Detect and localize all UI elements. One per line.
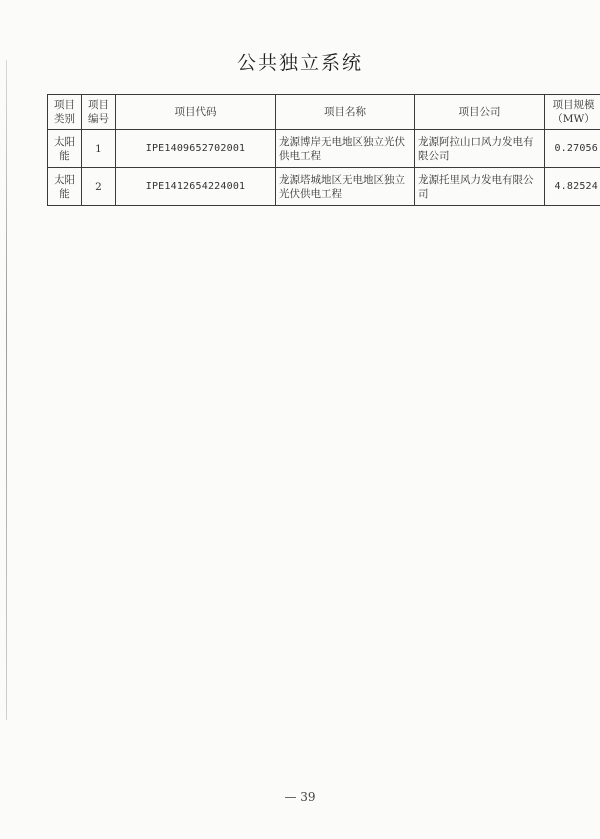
table-row [48,130,600,168]
header-number: 项目编号 [82,95,116,130]
cell-name: 龙源博岸无电地区独立光伏供电工程 [276,130,415,168]
cell-code: IPE1409652702001 [116,130,276,168]
table-row [48,168,600,206]
cell-scale: 4.82524 [545,168,600,206]
cell-number: 2 [82,168,116,206]
table-header-row [48,95,600,130]
header-name: 项目名称 [276,95,415,130]
header-company: 项目公司 [415,95,545,130]
header-code: 项目代码 [116,95,276,130]
cell-category: 太阳能 [48,168,82,206]
cell-number: 1 [82,130,116,168]
cell-company: 龙源阿拉山口风力发电有限公司 [415,130,545,168]
cell-code: IPE1412654224001 [116,168,276,206]
cell-category: 太阳能 [48,130,82,168]
project-table [47,94,600,206]
page-title: 公共独立系统 [236,52,363,74]
header-scale: 项目规模（MW） [545,95,600,130]
cell-name: 龙源塔城地区无电地区独立光伏供电工程 [276,168,415,206]
header-category: 项目类别 [48,95,82,130]
cell-company: 龙源托里风力发电有限公司 [415,168,545,206]
page-number: — 39 [284,790,316,804]
binding-margin-line [6,60,7,720]
cell-scale: 0.27056 [545,130,600,168]
